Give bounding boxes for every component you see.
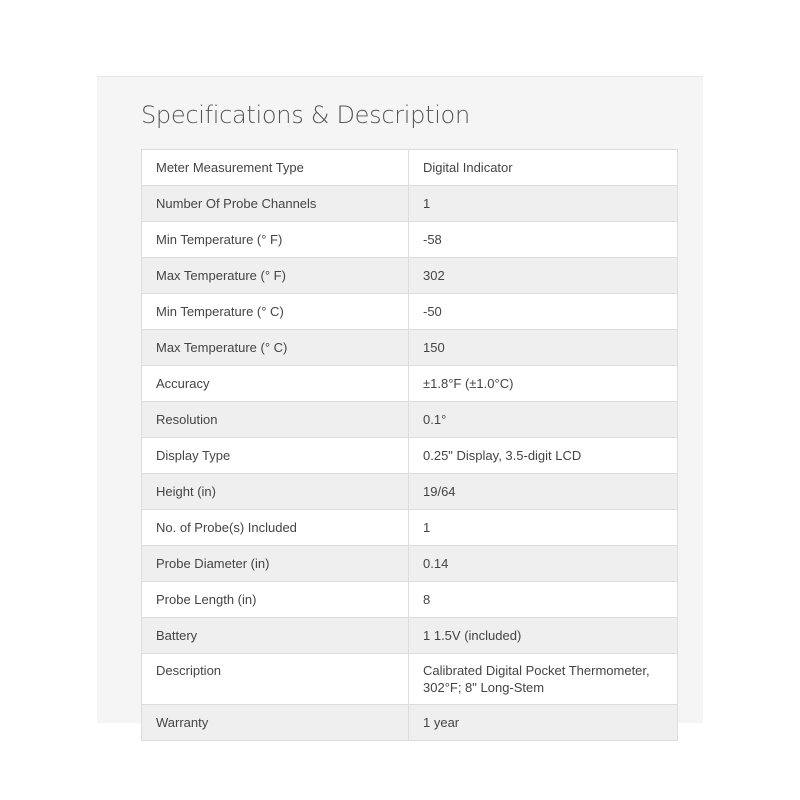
section-title: Specifications & Description — [141, 101, 470, 129]
spec-label: Probe Length (in) — [142, 582, 409, 618]
spec-value: 150 — [409, 330, 678, 366]
spec-value: -50 — [409, 294, 678, 330]
specifications-panel — [97, 76, 703, 730]
table-row — [142, 222, 678, 258]
spec-label: Max Temperature (° F) — [142, 258, 409, 294]
table-row — [142, 186, 678, 222]
spec-value: 19/64 — [409, 474, 678, 510]
spec-label: Probe Diameter (in) — [142, 546, 409, 582]
table-row — [142, 330, 678, 366]
specifications-table — [141, 149, 678, 741]
table-row — [142, 402, 678, 438]
spec-label: Min Temperature (° F) — [142, 222, 409, 258]
table-row — [142, 654, 678, 705]
spec-value: 302 — [409, 258, 678, 294]
spec-value: 0.25" Display, 3.5-digit LCD — [409, 438, 678, 474]
table-row — [142, 438, 678, 474]
table-row — [142, 582, 678, 618]
spec-value — [409, 654, 678, 705]
description-line: Calibrated Digital Pocket Thermometer, — [423, 663, 650, 678]
table-row — [142, 366, 678, 402]
spec-label: Accuracy — [142, 366, 409, 402]
spec-label: Meter Measurement Type — [142, 150, 409, 186]
spec-label: Max Temperature (° C) — [142, 330, 409, 366]
description-line: 302°F; 8" Long-Stem — [423, 680, 545, 695]
spec-label: Height (in) — [142, 474, 409, 510]
spec-label: Battery — [142, 618, 409, 654]
table-row — [142, 618, 678, 654]
spec-value: Digital Indicator — [409, 150, 678, 186]
spec-value: ±1.8°F (±1.0°C) — [409, 366, 678, 402]
spec-value: 1 — [409, 186, 678, 222]
spec-label: Description — [142, 654, 409, 705]
spec-label: Warranty — [142, 705, 409, 741]
table-row — [142, 705, 678, 741]
spec-value: -58 — [409, 222, 678, 258]
table-row — [142, 510, 678, 546]
spec-value: 0.14 — [409, 546, 678, 582]
table-row — [142, 474, 678, 510]
spec-value: 0.1° — [409, 402, 678, 438]
spec-value: 1 year — [409, 705, 678, 741]
spec-label: Min Temperature (° C) — [142, 294, 409, 330]
spec-label: Display Type — [142, 438, 409, 474]
table-row — [142, 150, 678, 186]
spec-value: 1 1.5V (included) — [409, 618, 678, 654]
spec-label: Resolution — [142, 402, 409, 438]
table-row — [142, 258, 678, 294]
spec-value: 1 — [409, 510, 678, 546]
spec-label: No. of Probe(s) Included — [142, 510, 409, 546]
spec-label: Number Of Probe Channels — [142, 186, 409, 222]
table-row — [142, 546, 678, 582]
table-row — [142, 294, 678, 330]
spec-value: 8 — [409, 582, 678, 618]
